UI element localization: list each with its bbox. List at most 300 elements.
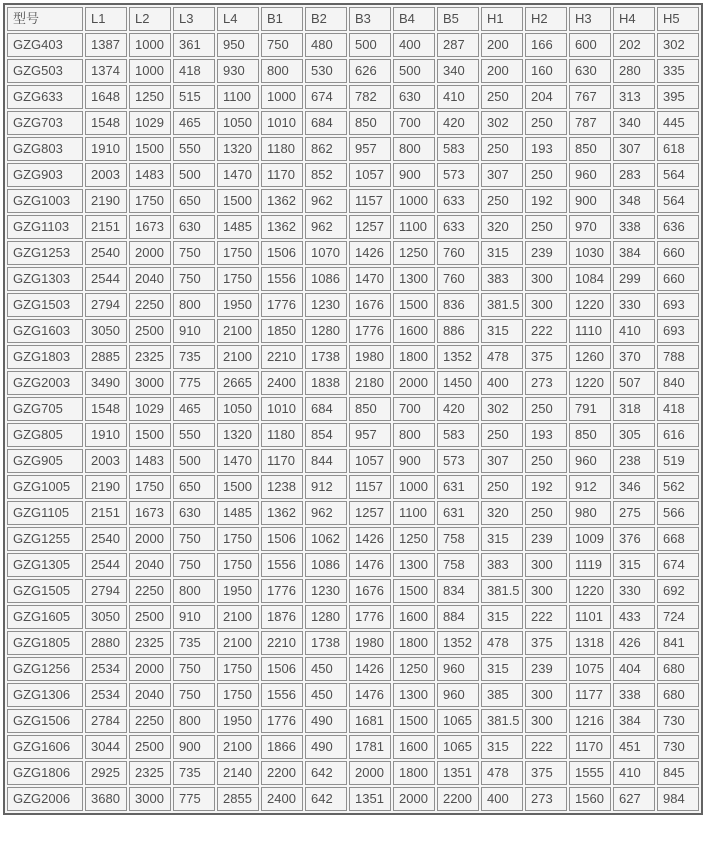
value-cell: 3050 — [85, 605, 127, 629]
value-cell: 767 — [569, 85, 611, 109]
value-cell: 1950 — [217, 293, 259, 317]
value-cell: 1506 — [261, 657, 303, 681]
value-cell: 305 — [613, 423, 655, 447]
model-cell: GZG1806 — [7, 761, 83, 785]
table-row — [7, 605, 699, 629]
value-cell: 2190 — [85, 189, 127, 213]
value-cell: 800 — [173, 709, 215, 733]
value-cell: 376 — [613, 527, 655, 551]
column-header-l1: L1 — [85, 7, 127, 31]
value-cell: 1300 — [393, 267, 435, 291]
value-cell: 1600 — [393, 735, 435, 759]
value-cell: 320 — [481, 501, 523, 525]
value-cell: 850 — [349, 397, 391, 421]
value-cell: 1600 — [393, 605, 435, 629]
value-cell: 791 — [569, 397, 611, 421]
value-cell: 384 — [613, 241, 655, 265]
value-cell: 600 — [569, 33, 611, 57]
value-cell: 636 — [657, 215, 699, 239]
value-cell: 1555 — [569, 761, 611, 785]
value-cell: 2880 — [85, 631, 127, 655]
value-cell: 275 — [613, 501, 655, 525]
value-cell: 1776 — [261, 709, 303, 733]
column-header-b3: B3 — [349, 7, 391, 31]
value-cell: 1470 — [349, 267, 391, 291]
value-cell: 1362 — [261, 501, 303, 525]
column-header-b4: B4 — [393, 7, 435, 31]
value-cell: 410 — [613, 761, 655, 785]
value-cell: 583 — [437, 137, 479, 161]
value-cell: 2190 — [85, 475, 127, 499]
value-cell: 650 — [173, 189, 215, 213]
value-cell: 418 — [173, 59, 215, 83]
value-cell: 2100 — [217, 631, 259, 655]
value-cell: 1110 — [569, 319, 611, 343]
value-cell: 1750 — [217, 241, 259, 265]
value-cell: 1351 — [349, 787, 391, 811]
model-cell: GZG705 — [7, 397, 83, 421]
table-row — [7, 345, 699, 369]
value-cell: 490 — [305, 735, 347, 759]
value-cell: 335 — [657, 59, 699, 83]
value-cell: 960 — [569, 163, 611, 187]
table-row — [7, 553, 699, 577]
value-cell: 844 — [305, 449, 347, 473]
value-cell: 840 — [657, 371, 699, 395]
value-cell: 2040 — [129, 683, 171, 707]
value-cell: 2100 — [217, 345, 259, 369]
value-cell: 630 — [393, 85, 435, 109]
value-cell: 910 — [173, 605, 215, 629]
table-row — [7, 137, 699, 161]
value-cell: 1170 — [569, 735, 611, 759]
value-cell: 2140 — [217, 761, 259, 785]
model-cell: GZG1603 — [7, 319, 83, 343]
value-cell: 381.5 — [481, 293, 523, 317]
value-cell: 307 — [613, 137, 655, 161]
value-cell: 693 — [657, 293, 699, 317]
value-cell: 1500 — [393, 709, 435, 733]
value-cell: 680 — [657, 683, 699, 707]
value-cell: 1351 — [437, 761, 479, 785]
value-cell: 1230 — [305, 293, 347, 317]
value-cell: 1750 — [129, 189, 171, 213]
value-cell: 1100 — [393, 501, 435, 525]
column-header-b5: B5 — [437, 7, 479, 31]
value-cell: 250 — [525, 397, 567, 421]
value-cell: 450 — [305, 683, 347, 707]
table-row — [7, 787, 699, 811]
value-cell: 318 — [613, 397, 655, 421]
value-cell: 302 — [481, 111, 523, 135]
value-cell: 1750 — [217, 683, 259, 707]
value-cell: 426 — [613, 631, 655, 655]
value-cell: 1483 — [129, 163, 171, 187]
value-cell: 222 — [525, 605, 567, 629]
value-cell: 573 — [437, 449, 479, 473]
column-header-l4: L4 — [217, 7, 259, 31]
value-cell: 315 — [481, 527, 523, 551]
value-cell: 375 — [525, 631, 567, 655]
model-cell: GZG1105 — [7, 501, 83, 525]
model-cell: GZG805 — [7, 423, 83, 447]
value-cell: 760 — [437, 241, 479, 265]
table-row — [7, 709, 699, 733]
value-cell: 730 — [657, 709, 699, 733]
value-cell: 800 — [261, 59, 303, 83]
value-cell: 1362 — [261, 215, 303, 239]
value-cell: 912 — [305, 475, 347, 499]
value-cell: 1426 — [349, 241, 391, 265]
value-cell: 238 — [613, 449, 655, 473]
value-cell: 1157 — [349, 189, 391, 213]
value-cell: 192 — [525, 475, 567, 499]
value-cell: 758 — [437, 553, 479, 577]
model-cell: GZG1103 — [7, 215, 83, 239]
value-cell: 1250 — [393, 241, 435, 265]
value-cell: 1086 — [305, 553, 347, 577]
value-cell: 630 — [569, 59, 611, 83]
value-cell: 1500 — [393, 579, 435, 603]
table-row — [7, 319, 699, 343]
value-cell: 2784 — [85, 709, 127, 733]
value-cell: 750 — [173, 553, 215, 577]
value-cell: 1560 — [569, 787, 611, 811]
value-cell: 330 — [613, 579, 655, 603]
value-cell: 338 — [613, 215, 655, 239]
value-cell: 1910 — [85, 423, 127, 447]
value-cell: 1010 — [261, 397, 303, 421]
value-cell: 1556 — [261, 553, 303, 577]
value-cell: 1483 — [129, 449, 171, 473]
value-cell: 834 — [437, 579, 479, 603]
table-row — [7, 85, 699, 109]
value-cell: 668 — [657, 527, 699, 551]
value-cell: 566 — [657, 501, 699, 525]
value-cell: 564 — [657, 189, 699, 213]
value-cell: 1506 — [261, 241, 303, 265]
value-cell: 1230 — [305, 579, 347, 603]
value-cell: 1648 — [85, 85, 127, 109]
value-cell: 1250 — [393, 527, 435, 551]
value-cell: 1950 — [217, 709, 259, 733]
value-cell: 315 — [613, 553, 655, 577]
column-header-h4: H4 — [613, 7, 655, 31]
value-cell: 1000 — [261, 85, 303, 109]
value-cell: 631 — [437, 475, 479, 499]
value-cell: 1776 — [349, 319, 391, 343]
value-cell: 250 — [481, 137, 523, 161]
value-cell: 1838 — [305, 371, 347, 395]
value-cell: 680 — [657, 657, 699, 681]
column-header-h3: H3 — [569, 7, 611, 31]
value-cell: 1257 — [349, 501, 391, 525]
value-cell: 2200 — [261, 761, 303, 785]
value-cell: 1485 — [217, 215, 259, 239]
value-cell: 660 — [657, 267, 699, 291]
value-cell: 1738 — [305, 345, 347, 369]
value-cell: 735 — [173, 345, 215, 369]
value-cell: 1000 — [129, 59, 171, 83]
value-cell: 684 — [305, 397, 347, 421]
model-cell: GZG1303 — [7, 267, 83, 291]
value-cell: 750 — [261, 33, 303, 57]
model-cell: GZG2003 — [7, 371, 83, 395]
value-cell: 451 — [613, 735, 655, 759]
value-cell: 1776 — [349, 605, 391, 629]
value-cell: 862 — [305, 137, 347, 161]
value-cell: 2885 — [85, 345, 127, 369]
value-cell: 250 — [525, 215, 567, 239]
value-cell: 478 — [481, 631, 523, 655]
table-row — [7, 163, 699, 187]
value-cell: 2925 — [85, 761, 127, 785]
value-cell: 2000 — [129, 241, 171, 265]
table-row — [7, 267, 699, 291]
value-cell: 850 — [569, 137, 611, 161]
value-cell: 900 — [569, 189, 611, 213]
table-row — [7, 33, 699, 57]
value-cell: 410 — [613, 319, 655, 343]
value-cell: 3044 — [85, 735, 127, 759]
value-cell: 573 — [437, 163, 479, 187]
value-cell: 1600 — [393, 319, 435, 343]
value-cell: 250 — [525, 163, 567, 187]
value-cell: 3000 — [129, 787, 171, 811]
value-cell: 273 — [525, 371, 567, 395]
table-row — [7, 215, 699, 239]
value-cell: 724 — [657, 605, 699, 629]
model-cell: GZG1256 — [7, 657, 83, 681]
value-cell: 1876 — [261, 605, 303, 629]
value-cell: 2500 — [129, 735, 171, 759]
value-cell: 2325 — [129, 631, 171, 655]
value-cell: 1280 — [305, 605, 347, 629]
value-cell: 400 — [481, 787, 523, 811]
value-cell: 633 — [437, 215, 479, 239]
value-cell: 1800 — [393, 761, 435, 785]
value-cell: 1387 — [85, 33, 127, 57]
value-cell: 1781 — [349, 735, 391, 759]
value-cell: 1352 — [437, 631, 479, 655]
value-cell: 375 — [525, 345, 567, 369]
value-cell: 340 — [613, 111, 655, 135]
value-cell: 1029 — [129, 111, 171, 135]
value-cell: 200 — [481, 59, 523, 83]
value-cell: 626 — [349, 59, 391, 83]
value-cell: 300 — [525, 683, 567, 707]
model-cell: GZG1805 — [7, 631, 83, 655]
value-cell: 338 — [613, 683, 655, 707]
table-row — [7, 371, 699, 395]
value-cell: 735 — [173, 761, 215, 785]
value-cell: 693 — [657, 319, 699, 343]
model-cell: GZG403 — [7, 33, 83, 57]
value-cell: 618 — [657, 137, 699, 161]
table-row — [7, 293, 699, 317]
value-cell: 750 — [173, 267, 215, 291]
value-cell: 1673 — [129, 501, 171, 525]
value-cell: 950 — [217, 33, 259, 57]
value-cell: 788 — [657, 345, 699, 369]
value-cell: 2180 — [349, 371, 391, 395]
value-cell: 1850 — [261, 319, 303, 343]
value-cell: 200 — [481, 33, 523, 57]
column-header-h2: H2 — [525, 7, 567, 31]
value-cell: 1676 — [349, 579, 391, 603]
value-cell: 1257 — [349, 215, 391, 239]
value-cell: 1057 — [349, 449, 391, 473]
value-cell: 283 — [613, 163, 655, 187]
value-cell: 302 — [657, 33, 699, 57]
table-row — [7, 527, 699, 551]
value-cell: 404 — [613, 657, 655, 681]
value-cell: 960 — [437, 657, 479, 681]
model-cell: GZG1305 — [7, 553, 83, 577]
value-cell: 307 — [481, 163, 523, 187]
value-cell: 1084 — [569, 267, 611, 291]
value-cell: 1750 — [217, 267, 259, 291]
value-cell: 320 — [481, 215, 523, 239]
model-cell: GZG1003 — [7, 189, 83, 213]
value-cell: 2500 — [129, 605, 171, 629]
value-cell: 315 — [481, 241, 523, 265]
column-header-l3: L3 — [173, 7, 215, 31]
value-cell: 1750 — [217, 553, 259, 577]
value-cell: 222 — [525, 319, 567, 343]
value-cell: 692 — [657, 579, 699, 603]
value-cell: 250 — [481, 85, 523, 109]
value-cell: 465 — [173, 397, 215, 421]
value-cell: 1556 — [261, 267, 303, 291]
value-cell: 193 — [525, 137, 567, 161]
value-cell: 900 — [173, 735, 215, 759]
value-cell: 1750 — [129, 475, 171, 499]
value-cell: 300 — [525, 579, 567, 603]
table-row — [7, 449, 699, 473]
table-row — [7, 761, 699, 785]
value-cell: 3050 — [85, 319, 127, 343]
table-row — [7, 501, 699, 525]
value-cell: 381.5 — [481, 579, 523, 603]
value-cell: 400 — [393, 33, 435, 57]
value-cell: 287 — [437, 33, 479, 57]
value-cell: 884 — [437, 605, 479, 629]
value-cell: 340 — [437, 59, 479, 83]
value-cell: 1260 — [569, 345, 611, 369]
value-cell: 1119 — [569, 553, 611, 577]
value-cell: 2210 — [261, 345, 303, 369]
value-cell: 1170 — [261, 163, 303, 187]
value-cell: 841 — [657, 631, 699, 655]
value-cell: 1220 — [569, 371, 611, 395]
value-cell: 315 — [481, 605, 523, 629]
value-cell: 500 — [173, 449, 215, 473]
value-cell: 2534 — [85, 657, 127, 681]
value-cell: 1070 — [305, 241, 347, 265]
column-header-b2: B2 — [305, 7, 347, 31]
value-cell: 660 — [657, 241, 699, 265]
value-cell: 204 — [525, 85, 567, 109]
value-cell: 627 — [613, 787, 655, 811]
value-cell: 302 — [481, 397, 523, 421]
value-cell: 410 — [437, 85, 479, 109]
value-cell: 348 — [613, 189, 655, 213]
value-cell: 1216 — [569, 709, 611, 733]
value-cell: 631 — [437, 501, 479, 525]
value-cell: 674 — [305, 85, 347, 109]
value-cell: 1170 — [261, 449, 303, 473]
value-cell: 1010 — [261, 111, 303, 135]
value-cell: 550 — [173, 137, 215, 161]
model-cell: GZG503 — [7, 59, 83, 83]
value-cell: 515 — [173, 85, 215, 109]
value-cell: 1676 — [349, 293, 391, 317]
column-header-h5: H5 — [657, 7, 699, 31]
value-cell: 478 — [481, 761, 523, 785]
value-cell: 1220 — [569, 293, 611, 317]
value-cell: 1320 — [217, 137, 259, 161]
value-cell: 900 — [393, 163, 435, 187]
value-cell: 1100 — [393, 215, 435, 239]
value-cell: 250 — [481, 189, 523, 213]
table-row — [7, 657, 699, 681]
value-cell: 1075 — [569, 657, 611, 681]
value-cell: 2325 — [129, 345, 171, 369]
value-cell: 760 — [437, 267, 479, 291]
value-cell: 562 — [657, 475, 699, 499]
value-cell: 787 — [569, 111, 611, 135]
value-cell: 2200 — [437, 787, 479, 811]
value-cell: 418 — [657, 397, 699, 421]
value-cell: 1000 — [393, 475, 435, 499]
value-cell: 273 — [525, 787, 567, 811]
value-cell: 782 — [349, 85, 391, 109]
value-cell: 307 — [481, 449, 523, 473]
value-cell: 2250 — [129, 579, 171, 603]
value-cell: 1750 — [217, 657, 259, 681]
value-cell: 465 — [173, 111, 215, 135]
value-cell: 361 — [173, 33, 215, 57]
value-cell: 2794 — [85, 293, 127, 317]
value-cell: 445 — [657, 111, 699, 135]
value-cell: 250 — [481, 475, 523, 499]
value-cell: 1506 — [261, 527, 303, 551]
value-cell: 2540 — [85, 527, 127, 551]
model-cell: GZG1506 — [7, 709, 83, 733]
value-cell: 960 — [569, 449, 611, 473]
value-cell: 519 — [657, 449, 699, 473]
value-cell: 980 — [569, 501, 611, 525]
column-header-b1: B1 — [261, 7, 303, 31]
value-cell: 962 — [305, 501, 347, 525]
value-cell: 700 — [393, 111, 435, 135]
value-cell: 315 — [481, 657, 523, 681]
value-cell: 330 — [613, 293, 655, 317]
value-cell: 1866 — [261, 735, 303, 759]
column-header-l2: L2 — [129, 7, 171, 31]
value-cell: 1556 — [261, 683, 303, 707]
value-cell: 850 — [349, 111, 391, 135]
value-cell: 1980 — [349, 345, 391, 369]
value-cell: 1029 — [129, 397, 171, 421]
value-cell: 384 — [613, 709, 655, 733]
value-cell: 1500 — [217, 475, 259, 499]
value-cell: 775 — [173, 787, 215, 811]
table-row — [7, 397, 699, 421]
value-cell: 239 — [525, 527, 567, 551]
value-cell: 962 — [305, 215, 347, 239]
